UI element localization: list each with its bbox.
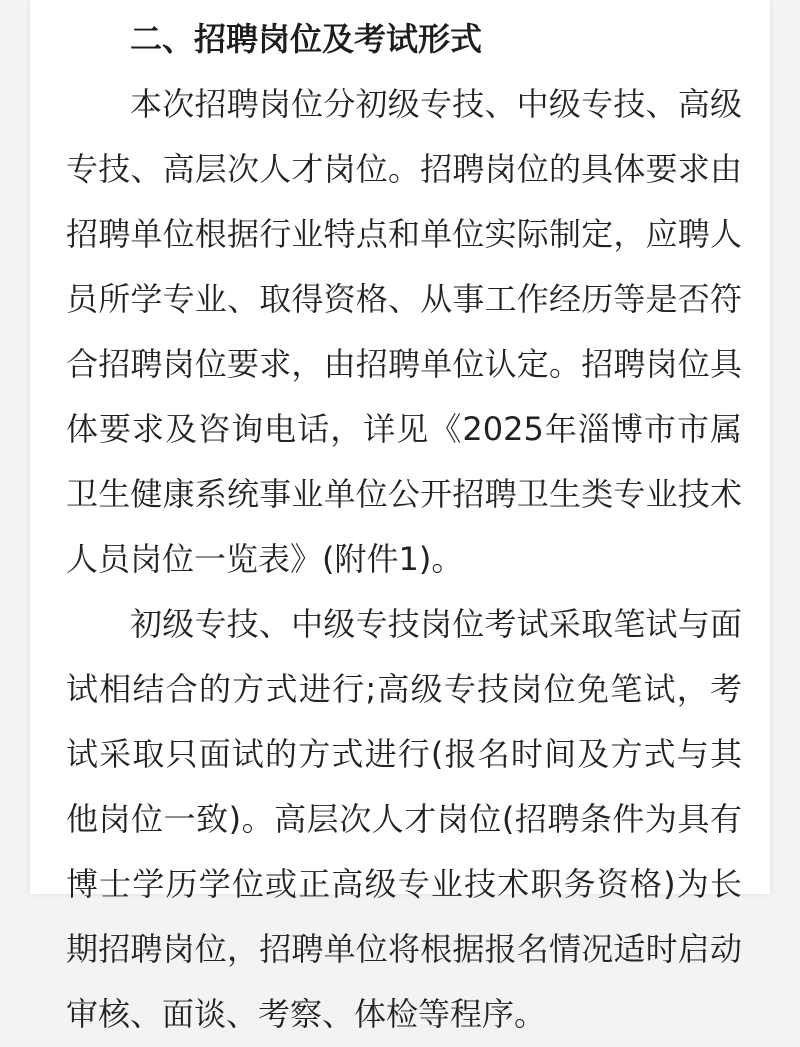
paragraph-positions: 本次招聘岗位分初级专技、中级专技、高级专技、高层次人才岗位。招聘岗位的具体要求由招聘单位根据行业特点和单位实际制定，应聘人员所学专业、取得资格、从事工作经历等是否符合招聘岗位要求，由招聘单位认定。招聘岗位具体要求及咨询电话，详见《2025年淄博市市属卫生健康系统事业单位公开招聘卫生类专业技术人员岗位一览表》(附件1)。 [66,85,742,578]
section-heading: 二、招聘岗位及考试形式 [130,20,483,58]
paragraph-exam-format: 初级专技、中级专技岗位考试采取笔试与面试相结合的方式进行;高级专技岗位免笔试，考试采取只面试的方式进行(报名时间及方式与其他岗位一致)。高层次人才岗位(招聘条件为具有博士学历学位或正高级专业技术职务资格)为长期招聘岗位，招聘单位将根据报名情况适时启动审核、面谈、考察、体检等程序。 [66,605,742,1033]
document-page [30,0,770,1033]
article-body [66,7,742,1047]
